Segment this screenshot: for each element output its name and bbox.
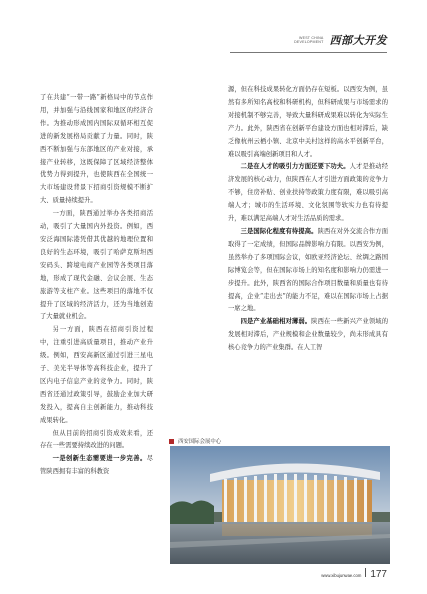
- masthead-logo-text: 西部大开发: [329, 34, 387, 47]
- photo-caption-text: 西安国际会展中心: [178, 439, 222, 445]
- left-text-column: [40, 92, 153, 479]
- masthead-en-line1: WEST CHINA: [299, 35, 324, 40]
- exhibition-center-photo: [170, 446, 390, 564]
- page-number: 177: [370, 569, 387, 580]
- masthead-english: [294, 36, 323, 44]
- building-illustration: [170, 446, 390, 564]
- paragraph: 源，但在科技成果转化方面仍存在短板。以西安为例，虽然有多所知名高校和科研机构，但科研成果与市场需求的对接机制不够完善，导致大量科研成果难以转化为实际生产力。此外，陕西省在创新平台建设方面也相对滞后，缺乏像杭州云栖小镇、北京中关村这样的高水平创新平台，难以吸引高端创新项目和人才。: [228, 86, 388, 158]
- paragraph: 另一方面，陕西在招商引资过程中，注重引进高质量项目，推动产业升级。例如，西安高新区通过引进三星电子、美光半导体等高科技企业，提升了区内电子信息产业的竞争力。同时，陕西省还通过政策引导，鼓励企业加大研发投入，提高自主创新能力，推动科技成果转化。: [40, 326, 153, 424]
- section-heading: 二是在人才的吸引力方面还要下功夫。: [240, 163, 350, 171]
- section-heading: 一是创新生态需要进一步完善。: [52, 455, 147, 463]
- website-url: www.xibujunwae.com: [321, 573, 362, 578]
- header-divider: [230, 52, 387, 53]
- caption-marker-icon: [169, 439, 174, 444]
- paragraph: 了在共建“一带一路”新格局中的节点作用，并加强与沿线国家和地区的经济合作。为推动形成国内国际双循环相互促进的新发展格局贡献了力量。同时，陕西不断加强与东部地区的产业对接，承接产业转移，这既保障了区域经济整体优势力得到提升，也使陕西在全国统一大市场建设背景下招商引资规模不断扩大、质量持续提升。: [40, 94, 153, 205]
- paragraph-body: 尽管陕西拥有丰富的科教资: [40, 455, 153, 476]
- paragraph: [228, 226, 388, 316]
- paragraph: [228, 161, 388, 226]
- section-heading: 三是国际化程度有待提高。: [240, 227, 318, 235]
- masthead-en-line2: DEVELOPMENT: [294, 40, 324, 44]
- paragraph: 但从目前的招商引资成效来看，还存在一些需要持续改进的问题。: [40, 429, 153, 450]
- paragraph-body: 人才是推动经济发展的核心动力，但陕西在人才引进方面政策的竞争力不够，住房补贴、创业扶持等政策力度有限，难以吸引高端人才；城市的生活环境、文化氛围等软实力也有待提升，难以满足高端人才对生活品质的需求。: [228, 163, 389, 223]
- section-heading: 四是产业基础相对薄弱。: [240, 318, 312, 326]
- masthead: [294, 30, 387, 50]
- footer-divider: [365, 568, 366, 577]
- paragraph: [40, 453, 153, 479]
- right-text-column: [228, 84, 388, 355]
- paragraph: 一方面，陕西通过举办各类招商活动，吸引了大量国内外投资。例如，西安泛海国际港凭借其优越的地理位置和良好的生态环境，吸引了哈萨克斯坦西安码头、跨境电商产业园等各类项目落地，形成了现代金融、会议会展、生态旅游等支柱产业。这些项目的落地不仅提升了区域的经济活力，还为当地创造了大量就业机会。: [40, 210, 153, 321]
- paragraph: [228, 316, 388, 355]
- photo-caption: [169, 437, 221, 445]
- paragraph-body: 陕西在一些新兴产业领域的发展相对滞后，产业规模和企业数量较少，尚未形成具有核心竞争力的产业集群。在人工智: [228, 318, 389, 352]
- page-footer: [321, 568, 387, 580]
- paragraph-body: 陕西在对外交流合作方面取得了一定成绩，但国际品牌影响力有限。以西安为例，虽然举办了多项国际会议，如欧亚经济论坛、丝绸之路国际博览会等，但在国际市场上的知名度和影响力仍需进一步提升。此外，陕西省的国际合作项目数量和质量也有待提高，企业“走出去”的能力不足，难以在国际市场上占据一席之地。: [228, 227, 388, 313]
